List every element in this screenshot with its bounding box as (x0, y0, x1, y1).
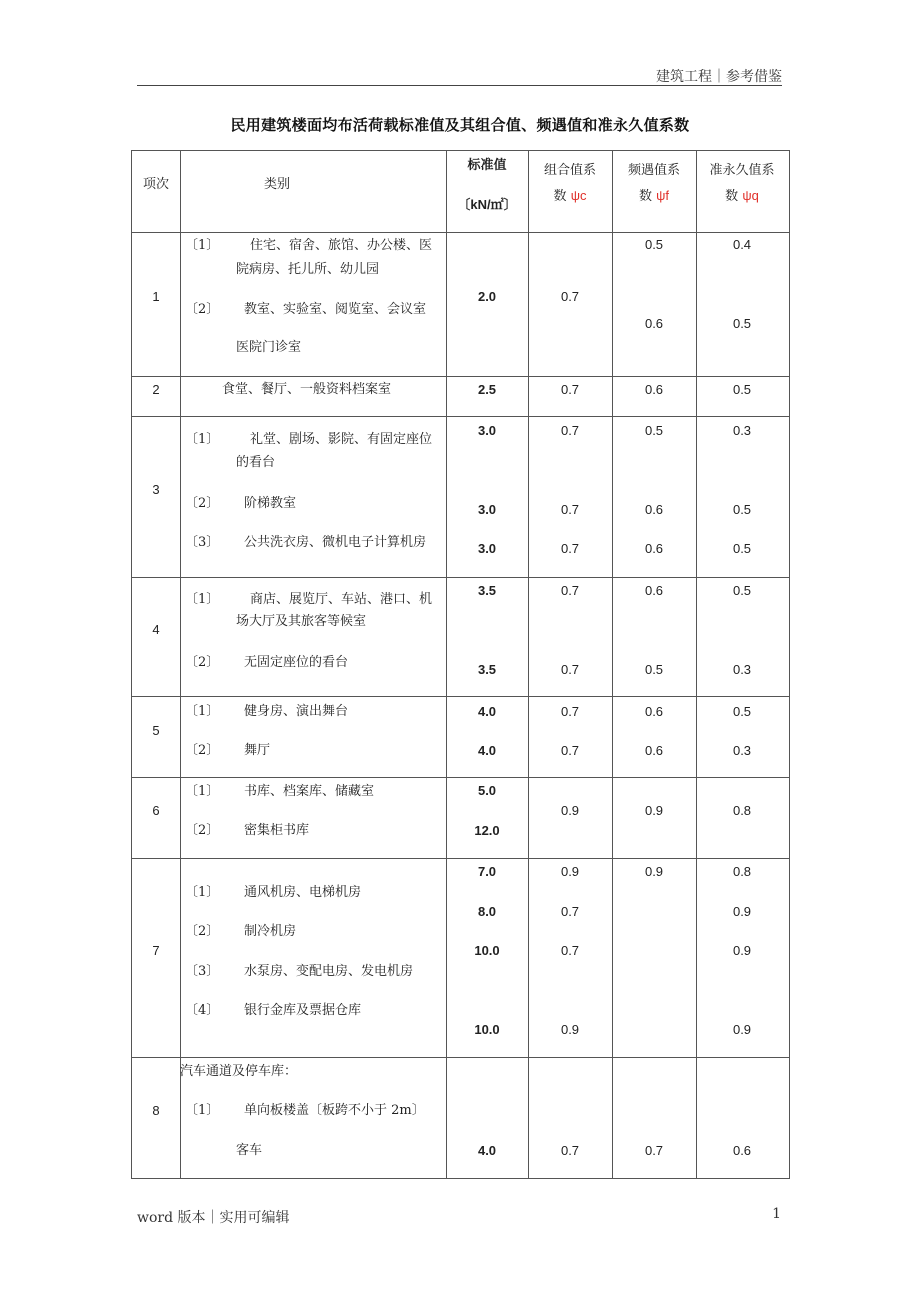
standard-value: 3.5 (477, 662, 497, 677)
row-category: 院病房、托儿所、幼儿园 (236, 262, 380, 277)
row-category: 礼堂、剧场、影院、有固定座位 (250, 432, 433, 447)
combo-value: 0.7 (560, 704, 580, 719)
col-divider (446, 150, 447, 1179)
row-category: 制冷机房 (244, 924, 297, 939)
header-standard-line1: 标准值 (467, 157, 507, 172)
row-category: 食堂、餐厅、一般资料档案室 (222, 382, 392, 397)
quasi-value: 0.8 (732, 803, 752, 818)
footer-text: word 版本｜实用可编辑 (137, 1210, 290, 1226)
quasi-value: 0.9 (732, 943, 752, 958)
row-category: 客车 (236, 1143, 263, 1158)
combo-value: 0.7 (560, 904, 580, 919)
row-divider (131, 1057, 790, 1058)
row-category: 公共洗衣房、微机电子计算机房 (244, 535, 427, 550)
standard-value: 5.0 (477, 783, 497, 798)
header-quasi-symbol: ψq (742, 188, 759, 203)
combo-value: 0.7 (560, 662, 580, 677)
row-item: 6 (152, 803, 160, 818)
quasi-value: 0.8 (732, 864, 752, 879)
standard-value: 4.0 (477, 743, 497, 758)
freq-value: 0.9 (644, 803, 664, 818)
row-item: 1 (152, 289, 160, 304)
freq-value: 0.6 (644, 583, 664, 598)
row-category: 的看台 (236, 455, 276, 470)
row-category: 商店、展览厅、车站、港口、机 (250, 592, 433, 607)
header-freq-symbol: ψf (656, 188, 670, 203)
combo-value: 0.7 (560, 502, 580, 517)
quasi-value: 0.6 (732, 1143, 752, 1158)
header-combo-line1: 组合值系 (543, 163, 597, 178)
row-divider (131, 376, 790, 377)
row-index: 〔3〕 (185, 964, 220, 979)
combo-value: 0.7 (560, 289, 580, 304)
row-divider (131, 416, 790, 417)
row-index: 〔1〕 (185, 885, 220, 900)
row-divider (131, 577, 790, 578)
col-divider (528, 150, 529, 1179)
standard-value: 10.0 (474, 1022, 500, 1037)
page-number: 1 (772, 1206, 781, 1222)
row-category: 银行金库及票据仓库 (244, 1003, 362, 1018)
row-index: 〔2〕 (185, 743, 220, 758)
col-divider (612, 150, 613, 1179)
quasi-value: 0.3 (732, 743, 752, 758)
header-category: 类别 (264, 177, 291, 192)
row-category: 汽车通道及停车库： (180, 1064, 298, 1079)
header-combo-line2 (554, 187, 587, 206)
standard-value: 8.0 (477, 904, 497, 919)
row-item: 8 (152, 1103, 160, 1118)
row-category: 场大厅及其旅客等候室 (236, 614, 367, 629)
standard-value: 4.0 (477, 1143, 497, 1158)
document-title: 民用建筑楼面均布活荷载标准值及其组合值、频遇值和准永久值系数 (230, 116, 690, 134)
standard-value: 12.0 (474, 823, 500, 838)
row-divider (131, 696, 790, 697)
row-item: 2 (152, 382, 160, 397)
row-category: 单向板楼盖〔板跨不小于 2m〕 (244, 1103, 425, 1118)
row-index: 〔1〕 (185, 432, 220, 447)
combo-value: 0.7 (560, 382, 580, 397)
header-freq-line1: 频遇值系 (627, 163, 681, 178)
combo-value: 0.7 (560, 423, 580, 438)
row-category: 健身房、演出舞台 (244, 704, 349, 719)
table-border-left (131, 150, 132, 1179)
header-freq-word: 数 (638, 189, 652, 204)
col-divider (696, 150, 697, 1179)
quasi-value: 0.5 (732, 382, 752, 397)
row-category: 阶梯教室 (244, 496, 297, 511)
combo-value: 0.7 (560, 541, 580, 556)
freq-value: 0.7 (644, 1143, 664, 1158)
standard-value: 3.0 (477, 423, 497, 438)
freq-value: 0.6 (644, 704, 664, 719)
quasi-value: 0.5 (732, 316, 752, 331)
header-item: 项次 (142, 177, 170, 192)
row-index: 〔1〕 (185, 238, 220, 253)
quasi-value: 0.5 (732, 502, 752, 517)
freq-value: 0.5 (644, 423, 664, 438)
row-divider (131, 150, 790, 151)
combo-value: 0.9 (560, 803, 580, 818)
combo-value: 0.7 (560, 583, 580, 598)
row-item: 4 (152, 622, 160, 637)
header-standard-line2: 〔kN/㎡〕 (457, 197, 517, 212)
quasi-value: 0.4 (732, 237, 752, 252)
row-item: 5 (152, 723, 160, 738)
header-text: 建筑工程｜参考借鉴 (656, 69, 782, 85)
standard-value: 2.0 (477, 289, 497, 304)
freq-value: 0.5 (644, 237, 664, 252)
row-index: 〔4〕 (185, 1003, 220, 1018)
combo-value: 0.7 (560, 1143, 580, 1158)
row-index: 〔3〕 (185, 535, 220, 550)
row-divider (131, 858, 790, 859)
quasi-value: 0.5 (732, 541, 752, 556)
row-category: 医院门诊室 (236, 340, 302, 355)
row-item: 7 (152, 943, 160, 958)
row-category: 密集柜书库 (244, 823, 310, 838)
standard-value: 10.0 (474, 943, 500, 958)
standard-value: 2.5 (477, 382, 497, 397)
standard-value: 7.0 (477, 864, 497, 879)
combo-value: 0.7 (560, 743, 580, 758)
row-divider (131, 1178, 790, 1179)
row-index: 〔2〕 (185, 655, 220, 670)
row-index: 〔2〕 (185, 496, 220, 511)
combo-value: 0.7 (560, 943, 580, 958)
combo-value: 0.9 (560, 1022, 580, 1037)
load-table (131, 150, 790, 1179)
quasi-value: 0.9 (732, 904, 752, 919)
header-combo-symbol: ψc (570, 188, 587, 203)
row-category: 住宅、宿舍、旅馆、办公楼、医 (250, 238, 433, 253)
table-border-right (789, 150, 790, 1179)
col-divider (180, 150, 181, 1179)
freq-value: 0.9 (644, 864, 664, 879)
row-index: 〔1〕 (185, 1103, 220, 1118)
header-rule (137, 85, 782, 86)
header-quasi-word: 数 (725, 189, 739, 204)
header-freq-line2 (639, 187, 669, 206)
quasi-value: 0.9 (732, 1022, 752, 1037)
row-category: 教室、实验室、阅览室、会议室 (244, 302, 427, 317)
row-index: 〔1〕 (185, 704, 220, 719)
header-quasi-line1: 准永久值系 (709, 163, 775, 178)
combo-value: 0.9 (560, 864, 580, 879)
standard-value: 4.0 (477, 704, 497, 719)
row-category: 无固定座位的看台 (244, 655, 349, 670)
freq-value: 0.5 (644, 662, 664, 677)
row-index: 〔2〕 (185, 302, 220, 317)
freq-value: 0.6 (644, 541, 664, 556)
row-category: 通风机房、电梯机房 (244, 885, 362, 900)
freq-value: 0.6 (644, 382, 664, 397)
row-index: 〔2〕 (185, 823, 220, 838)
row-category: 舞厅 (244, 743, 271, 758)
standard-value: 3.5 (477, 583, 497, 598)
header-quasi-line2 (725, 187, 759, 206)
freq-value: 0.6 (644, 316, 664, 331)
freq-value: 0.6 (644, 743, 664, 758)
row-divider (131, 777, 790, 778)
quasi-value: 0.3 (732, 423, 752, 438)
row-index: 〔1〕 (185, 784, 220, 799)
quasi-value: 0.5 (732, 704, 752, 719)
row-category: 水泵房、变配电房、发电机房 (244, 964, 414, 979)
header-combo-word: 数 (553, 189, 567, 204)
standard-value: 3.0 (477, 502, 497, 517)
row-index: 〔2〕 (185, 924, 220, 939)
row-divider (131, 232, 790, 233)
row-category: 书库、档案库、储藏室 (244, 784, 375, 799)
row-index: 〔1〕 (185, 592, 220, 607)
row-item: 3 (152, 482, 160, 497)
freq-value: 0.6 (644, 502, 664, 517)
standard-value: 3.0 (477, 541, 497, 556)
quasi-value: 0.5 (732, 583, 752, 598)
quasi-value: 0.3 (732, 662, 752, 677)
